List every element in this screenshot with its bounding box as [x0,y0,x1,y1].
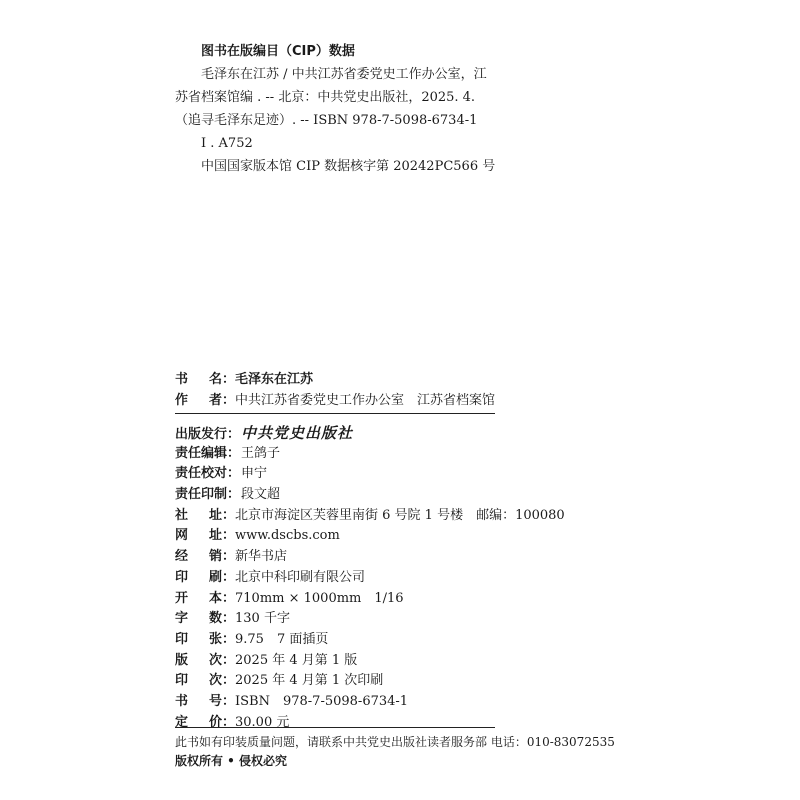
edition-value: 2025 年 4 月第 1 版 [235,652,358,668]
format-label: 开 本： [175,590,235,606]
proofreader-label: 责任校对： [175,466,241,482]
edition-label: 版 次： [175,652,235,668]
website-label: 网 址： [175,528,235,544]
sheets-row [175,630,595,651]
publisher-label: 出版发行： [175,427,241,442]
impression-label: 印 次： [175,673,235,689]
printer-value: 北京中科印刷有限公司 [235,569,366,585]
format-value: 710mm × 1000mm 1/16 [235,590,404,606]
publisher-row [175,423,595,444]
distributor-label: 经 销： [175,549,235,565]
isbn-value: ISBN 978-7-5098-6734-1 [235,693,409,709]
cip-heading: 图书在版编目（CIP）数据 [201,44,355,59]
publication-block [175,423,595,733]
isbn-label: 书 号： [175,693,235,709]
edition-row [175,651,595,672]
words-label: 字 数： [175,611,235,627]
editor-label: 责任编辑： [175,445,241,461]
publisher-name: 中共党史出版社 [241,424,354,442]
price-label: 定 价： [175,714,235,730]
isbn-row [175,692,595,713]
editor-row [175,444,595,465]
cip-line-2: 苏省档案馆编 . -- 北京：中共党史出版社，2025. 4. [175,90,476,105]
distributor-value: 新华书店 [235,549,288,565]
proofreader-row [175,464,595,485]
cip-line-3: （追寻毛泽东足迹）. -- ISBN 978-7-5098-6734-1 [175,113,478,128]
editor-name: 王鸽子 [241,445,281,461]
printing-label: 责任印制： [175,487,241,503]
impression-value: 2025 年 4 月第 1 次印刷 [235,673,384,689]
printing-row [175,485,595,506]
words-row [175,609,595,630]
price-value: 30.00 元 [235,714,290,730]
title-row [175,369,495,390]
website-value: www.dscbs.com [235,528,340,544]
quality-notice: 此书如有印装质量问题，请联系中共党史出版社读者服务部 电话：010-83072535 [175,735,615,749]
book-title: 毛泽东在江苏 [235,372,314,387]
book-author: 中共江苏省委党史工作办公室 江苏省档案馆 [234,393,495,408]
cip-line-4: Ⅰ . A752 [201,136,253,151]
cip-data-block [175,40,515,178]
printer-row [175,568,595,589]
proofreader-name: 申宁 [241,466,268,482]
cip-line-1: 毛泽东在江苏 / 中共江苏省委党史工作办公室，江 [201,67,487,82]
sheets-label: 印 张： [175,631,235,647]
address-row [175,506,595,527]
title-label: 书 名： [175,372,235,387]
price-row [175,713,595,734]
rights-notice: 版权所有 • 侵权必究 [175,754,288,768]
divider-bottom [175,727,495,728]
cip-line-5: 中国国家版本馆 CIP 数据核字第 20242PC566 号 [201,159,496,174]
author-row [175,390,495,411]
footer-block [175,733,635,771]
format-row [175,589,595,610]
author-label: 作 者： [175,393,235,408]
website-row [175,526,595,547]
printer-label: 印 刷： [175,569,235,585]
impression-row [175,671,595,692]
printing-name: 段文超 [241,487,281,503]
divider-top [175,413,495,414]
address-label: 社 址： [175,507,235,523]
sheets-value: 9.75 7 面插页 [235,631,329,647]
distributor-row [175,547,595,568]
words-value: 130 千字 [235,611,290,627]
address-value: 北京市海淀区芙蓉里南街 6 号院 1 号楼 邮编：100080 [235,507,565,523]
book-info-block [175,369,495,411]
